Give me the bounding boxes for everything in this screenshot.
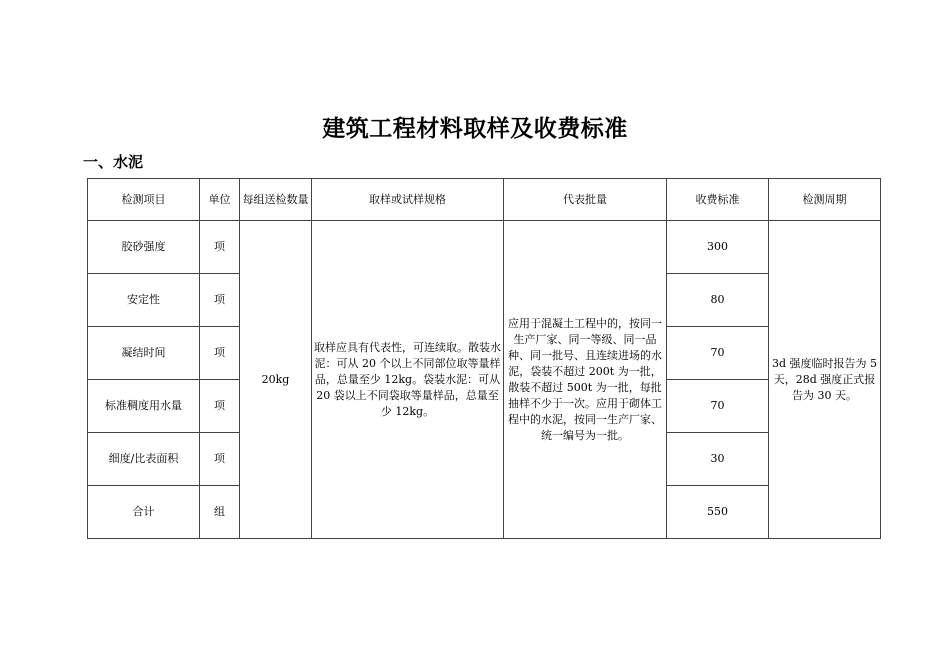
item-cell: 安定性: [88, 274, 200, 327]
fee-cell: 70: [667, 380, 769, 433]
unit-cell: 项: [200, 274, 240, 327]
header-cell: 检测周期: [769, 179, 881, 221]
table-header-row: [88, 179, 881, 221]
batch-cell: 应用于混凝土工程中的，按同一生产厂家、同一等级、同一品种、同一批号、且连续进场的水泥，袋装不超过 200t 为一批，散装不超过 500t 为一批，每批抽样不少于一次。应用于砌体工程中的水泥，按同一生产厂家、统一编号为一批。: [504, 221, 667, 539]
unit-cell: 项: [200, 221, 240, 274]
fee-cell: 80: [667, 274, 769, 327]
fee-cell: 70: [667, 327, 769, 380]
item-cell: 凝结时间: [88, 327, 200, 380]
item-cell: 胶砂强度: [88, 221, 200, 274]
unit-cell: 项: [200, 327, 240, 380]
fee-cell: 550: [667, 486, 769, 539]
header-cell: 取样或试样规格: [312, 179, 504, 221]
item-cell: 合计: [88, 486, 200, 539]
document-title: 建筑工程材料取样及收费标准: [322, 116, 628, 142]
section-heading: 一、水泥: [83, 153, 144, 171]
item-cell: 细度/比表面积: [88, 433, 200, 486]
header-cell: 单位: [200, 179, 240, 221]
unit-cell: 项: [200, 433, 240, 486]
unit-cell: 组: [200, 486, 240, 539]
cycle-cell: 3d 强度临时报告为 5 天，28d 强度正式报告为 30 天。: [769, 221, 881, 539]
header-cell: 检测项目: [88, 179, 200, 221]
unit-cell: 项: [200, 380, 240, 433]
item-cell: 标准稠度用水量: [88, 380, 200, 433]
fee-cell: 30: [667, 433, 769, 486]
fee-cell: 300: [667, 221, 769, 274]
sampling-spec-cell: 取样应具有代表性，可连续取。散装水泥：可从 20 个以上不同部位取等量样品，总量至少 12kg。袋装水泥：可从 20 袋以上不同袋取等量样品，总量至少 12kg。: [312, 221, 504, 539]
header-cell: 代表批量: [504, 179, 667, 221]
quantity-cell: 20kg: [240, 221, 312, 539]
header-cell: 收费标准: [667, 179, 769, 221]
cement-spec-table: [87, 178, 881, 539]
table-row: [88, 221, 881, 274]
header-cell: 每组送检数量: [240, 179, 312, 221]
